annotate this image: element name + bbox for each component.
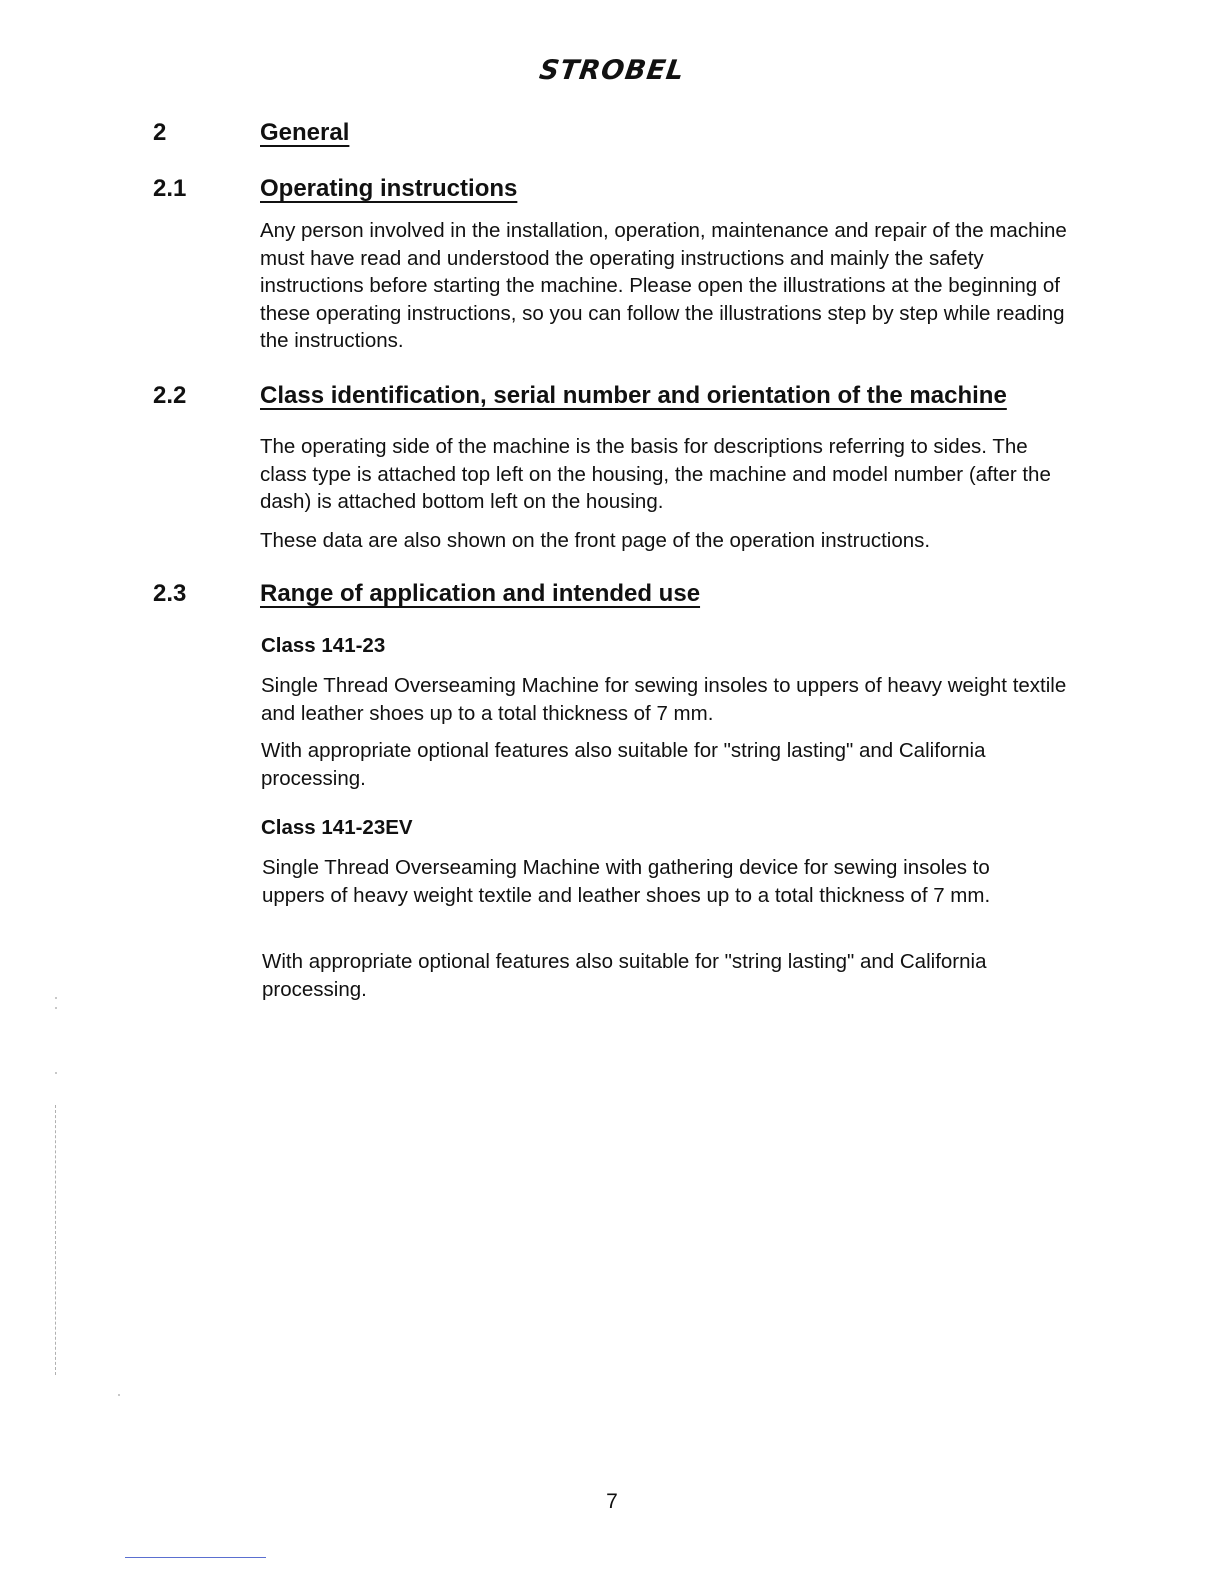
- strobel-logo: STROBEL: [537, 55, 687, 86]
- class-141-23-heading: Class 141-23: [261, 634, 386, 657]
- section-2-1-number: 2.1: [153, 175, 187, 202]
- section-2-1-title: Operating instructions: [260, 175, 518, 202]
- class-141-23ev-paragraph-2: With appropriate optional features also suitable for "string lasting" and California processing.: [262, 950, 987, 1001]
- section-2-2-paragraph-1: The operating side of the machine is the basis for descriptions referring to sides. The class type is attached top left on the housing, the machine and model number (after the dash) is attached bottom left on the housing.: [260, 435, 1051, 513]
- class-141-23ev-heading: Class 141-23EV: [261, 816, 413, 839]
- section-2-number: 2: [153, 119, 167, 146]
- section-2-2-paragraph-2: These data are also shown on the front page of the operation instructions.: [260, 529, 931, 552]
- section-2-1-paragraph: Any person involved in the installation, operation, maintenance and repair of the machine must have read and understood the operating instructions and mainly the safety instructions before starting the machine. Please open the illustrations at the beginning of these operating instructions, so you can follow the illustrations step by step while reading the instructions.: [260, 219, 1067, 352]
- class-141-23-paragraph-1: Single Thread Overseaming Machine for sewing insoles to uppers of heavy weight textile and leather shoes up to a total thickness of 7 mm.: [261, 674, 1067, 725]
- section-2-2-title: Class identification, serial number and orientation of the machine: [260, 382, 1007, 409]
- section-2-title: General: [260, 119, 350, 146]
- scan-artifact-dot: [55, 1072, 57, 1074]
- class-141-23-paragraph-2: With appropriate optional features also suitable for "string lasting" and California processing.: [261, 739, 986, 790]
- scan-artifact-dot: [118, 1394, 120, 1396]
- scan-artifact-dot: [55, 997, 57, 999]
- section-2-3-number: 2.3: [153, 580, 187, 607]
- page-number: 7: [606, 1490, 618, 1513]
- class-141-23ev-paragraph-1: Single Thread Overseaming Machine with gathering device for sewing insoles to uppers of heavy weight textile and leather shoes up to a total thickness of 7 mm.: [262, 856, 991, 907]
- scan-artifact-line: [55, 1105, 56, 1375]
- section-2-3-title: Range of application and intended use: [260, 580, 701, 607]
- scan-artifact-dot: [55, 1007, 57, 1009]
- footer-rule: [125, 1557, 266, 1558]
- section-2-2-number: 2.2: [153, 382, 187, 409]
